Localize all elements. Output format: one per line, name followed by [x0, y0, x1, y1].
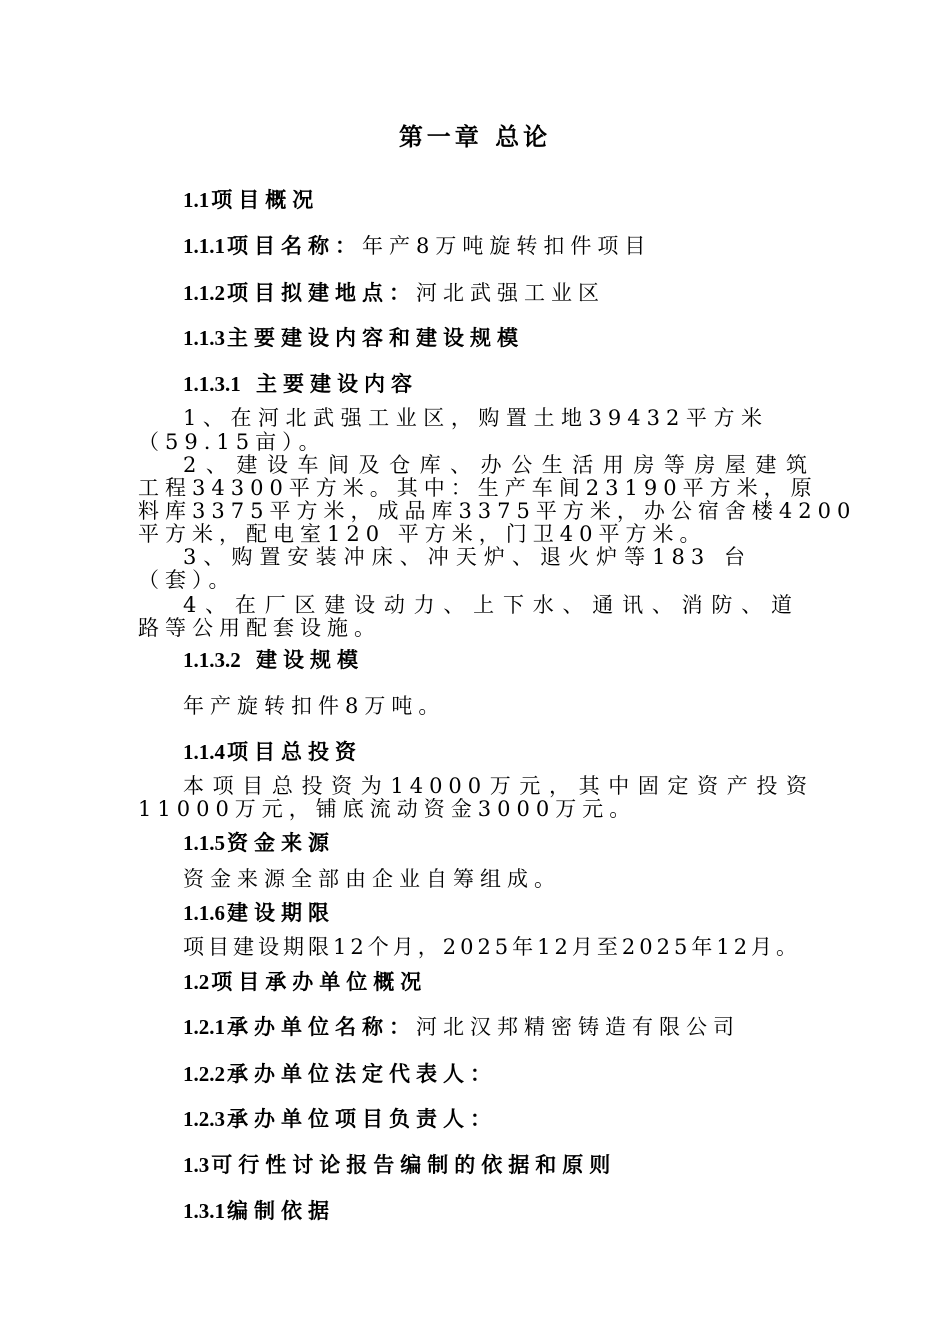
heading-1-2: [183, 970, 427, 994]
heading-number: 1.3: [183, 1153, 210, 1177]
heading-1-1-3: [183, 326, 524, 350]
organizer-name-value: 河北汉邦精密铸造有限公司: [416, 1015, 740, 1039]
period-text: 项目建设期限12个月，2025年12月至2025年12月。: [183, 935, 802, 959]
heading-1-2-1: [183, 1015, 740, 1039]
scale-text: 年产旋转扣件8万吨。: [183, 694, 446, 718]
content-item-3-line-1: 3、购置安装冲床、冲天炉、退火炉等183 台: [183, 545, 751, 569]
heading-label: 建设规模: [242, 647, 365, 672]
content-item-3-line-2: （套）。: [138, 568, 236, 592]
heading-label: 项目拟建地点：: [227, 280, 416, 305]
heading-label: 承办单位名称：: [227, 1014, 416, 1039]
heading-1-2-2: [183, 1062, 497, 1086]
heading-1-1-2: [183, 281, 605, 305]
heading-number: 1.1.3.2: [183, 648, 241, 672]
content-item-4-line-2: 路等公用配套设施。: [138, 616, 381, 640]
content-item-4-line-1: 4、在厂区建设动力、上下水、通讯、消防、道: [183, 593, 798, 617]
project-location-value: 河北武强工业区: [416, 281, 605, 305]
heading-label: 建设期限: [227, 900, 335, 925]
content-item-1-line-2: （59.15亩）。: [138, 430, 326, 454]
heading-label: 项目概况: [211, 187, 320, 212]
heading-number: 1.1.5: [183, 831, 225, 855]
heading-label: 项目承办单位概况: [211, 969, 428, 994]
heading-number: 1.3.1: [183, 1199, 225, 1223]
content-item-2-line-4: 平方米，配电室120 平方米，门卫40平方米。: [138, 522, 707, 546]
content-item-2-line-1: 2、建设车间及仓库、办公生活用房等房屋建筑: [183, 453, 813, 477]
heading-number: 1.1.6: [183, 901, 225, 925]
heading-number: 1.1.2: [183, 281, 225, 305]
heading-number: 1.1.1: [183, 234, 225, 258]
heading-1-1-1: [183, 234, 651, 258]
heading-1-1-4: [183, 740, 362, 764]
funding-text: 资金来源全部由企业自筹组成。: [183, 867, 561, 891]
content-item-1-line-1: 1、在河北武强工业区，购置土地39432平方米: [183, 406, 768, 430]
heading-label: 资金来源: [227, 830, 335, 855]
heading-label: 主要建设内容: [242, 371, 419, 396]
heading-number: 1.2.3: [183, 1107, 225, 1131]
heading-1-1: [183, 188, 319, 212]
content-item-2-line-3: 料库3375平方米，成品库3375平方米，办公宿舍楼4200: [138, 499, 857, 523]
heading-1-1-5: [183, 831, 335, 855]
heading-label: 承办单位法定代表人：: [227, 1061, 497, 1086]
content-item-2-line-2: 工程34300平方米。其中：生产车间23190平方米，原: [138, 476, 818, 500]
investment-text-line-2: 11000万元，铺底流动资金3000万元。: [138, 797, 637, 821]
heading-1-1-3-2: [183, 648, 364, 672]
heading-number: 1.1.3: [183, 326, 225, 350]
heading-1-2-3: [183, 1107, 497, 1131]
heading-number: 1.1.3.1: [183, 372, 241, 396]
heading-number: 1.1.4: [183, 740, 225, 764]
project-name-value: 年产8万吨旋转扣件项目: [362, 234, 652, 258]
heading-number: 1.2.1: [183, 1015, 225, 1039]
heading-label: 编制依据: [227, 1198, 335, 1223]
heading-number: 1.2: [183, 970, 210, 994]
heading-number: 1.1: [183, 188, 210, 212]
heading-label: 承办单位项目负责人：: [227, 1106, 497, 1131]
heading-number: 1.2.2: [183, 1062, 225, 1086]
heading-label: 项目总投资: [227, 739, 362, 764]
heading-1-1-6: [183, 901, 335, 925]
chapter-title: 第一章 总论: [398, 122, 552, 151]
heading-1-3-1: [183, 1199, 335, 1223]
investment-text-line-1: 本项目总投资为14000万元，其中固定资产投资: [183, 774, 813, 798]
heading-1-3: [183, 1153, 616, 1177]
heading-label: 可行性讨论报告编制的依据和原则: [211, 1152, 617, 1177]
heading-1-1-3-1: [183, 372, 418, 396]
heading-label: 主要建设内容和建设规模: [227, 325, 524, 350]
heading-label: 项目名称：: [227, 233, 362, 258]
